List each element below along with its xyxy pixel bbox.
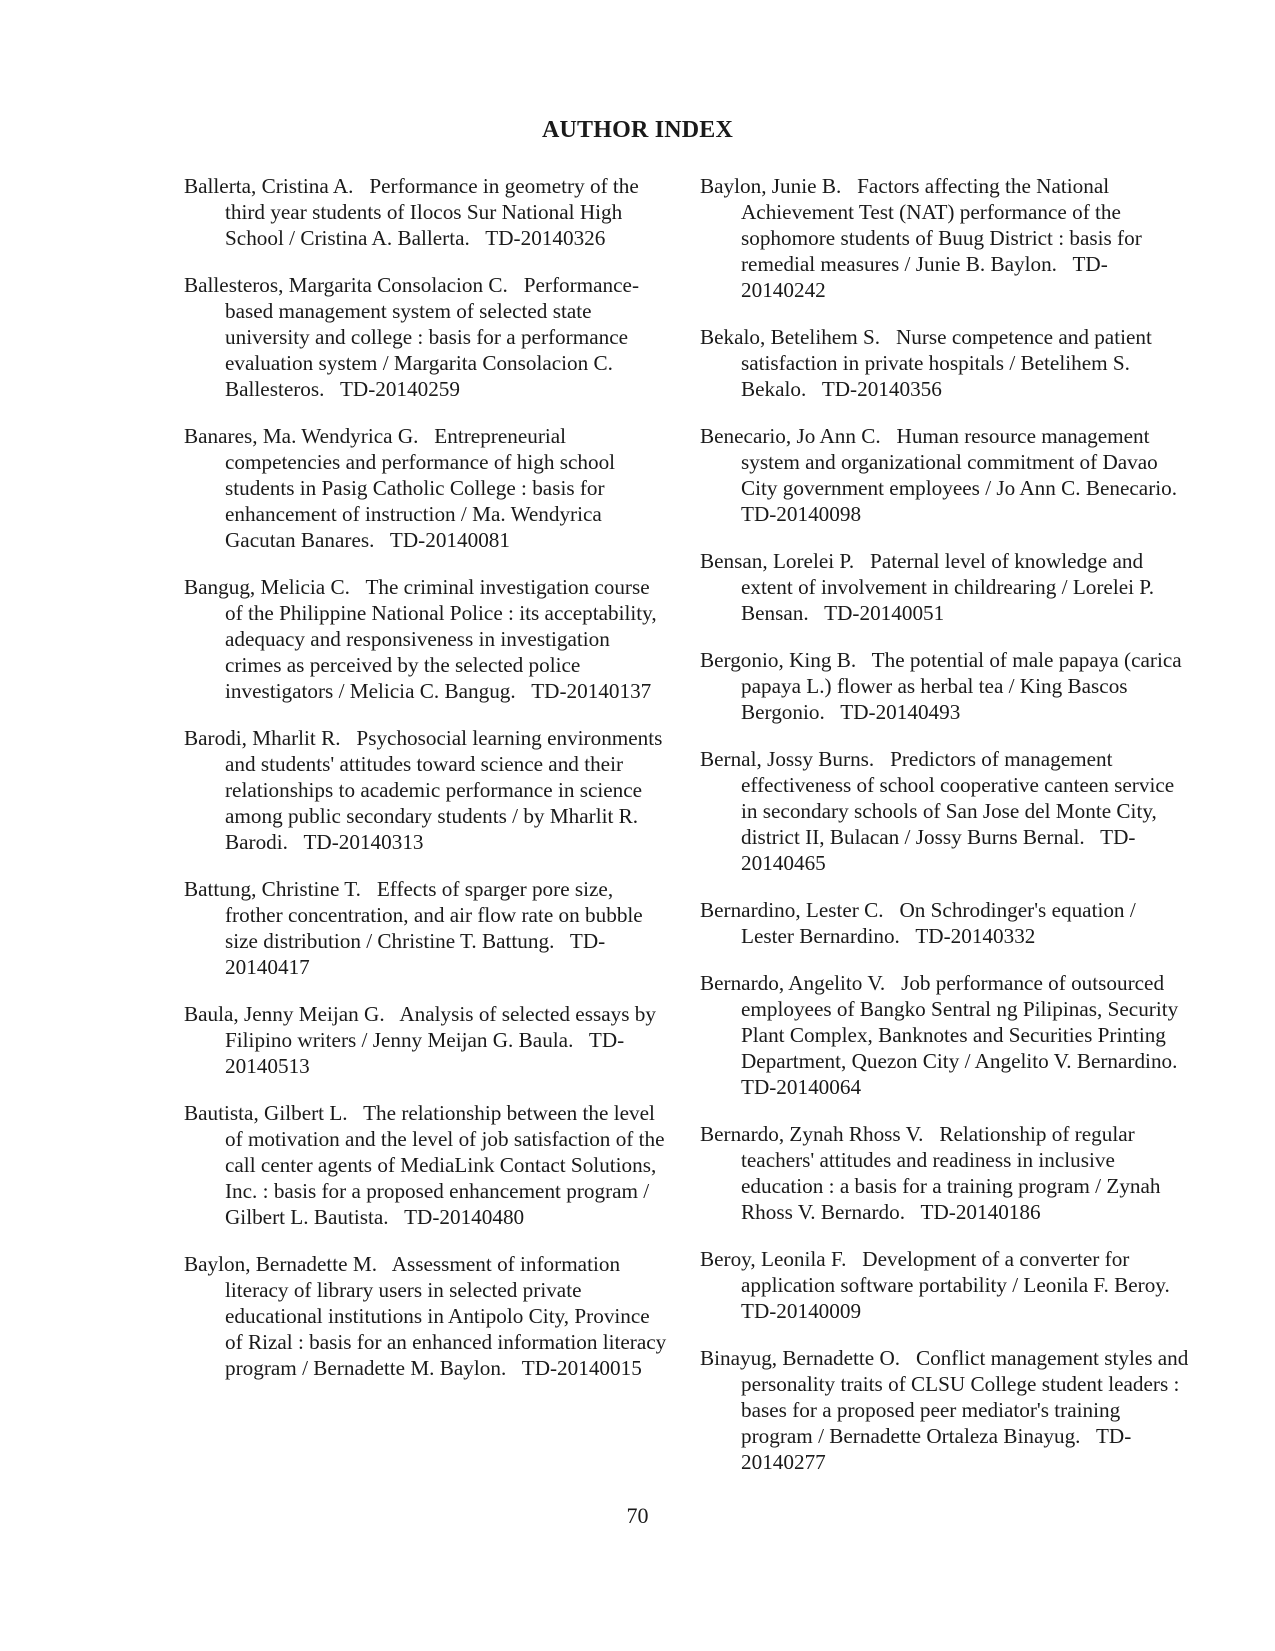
index-entry: Bergonio, King B. The potential of male papaya (carica papaya L.) flower as herbal tea / King Bascos Bergonio. TD-20140493 (700, 648, 1187, 724)
index-entry: Benecario, Jo Ann C. Human resource management system and organizational commitment of Davao City government employees / Jo Ann C. Benecario. TD-20140098 (700, 424, 1193, 526)
index-entry: Bekalo, Betelihem S. Nurse competence and patient satisfaction in private hospitals / Betelihem S. Bekalo. TD-20140356 (700, 325, 1158, 401)
index-entry: Bautista, Gilbert L. The relationship between the level of motivation and the level of job satisfaction of the call center agents of MediaLink Contact Solutions, Inc. : basis for a proposed enhancement program / Gilbert L. Bautista. TD-20140480 (184, 1101, 670, 1229)
page-title: AUTHOR INDEX (541, 117, 734, 143)
index-entry: Battung, Christine T. Effects of sparger pore size, frother concentration, and air flow rate on bubble size distribution / Christine T. Battung. TD-20140417 (184, 877, 648, 979)
index-entry: Bensan, Lorelei P. Paternal level of knowledge and extent of involvement in childrearing / Lorelei P. Bensan. TD-20140051 (700, 549, 1160, 625)
index-entry: Baylon, Junie B. Factors affecting the National Achievement Test (NAT) performance of the sophomore students of Buug District : basis for remedial measures / Junie B. Baylon. TD-20140242 (700, 174, 1148, 302)
index-entry: Banares, Ma. Wendyrica G. Entrepreneurial competencies and performance of high school students in Pasig Catholic College : basis for enhancement of instruction / Ma. Wendyrica Gacutan Banares. TD-20140081 (184, 424, 621, 552)
index-entry: Barodi, Mharlit R. Psychosocial learning environments and students' attitudes toward science and their relationships to academic performance in science among public secondary students / by Mharlit R. Barodi. TD-20140313 (184, 726, 668, 854)
left-column (184, 173, 670, 1402)
index-entry: Bernardo, Angelito V. Job performance of outsourced employees of Bangko Sentral ng Pilipinas, Security Plant Complex, Banknotes and Securities Printing Department, Quezon City / Angelito V. Bernardino. TD-20140064 (700, 971, 1193, 1099)
index-entry: Bernardo, Zynah Rhoss V. Relationship of regular teachers' attitudes and readiness in inclusive education : a basis for a training program / Zynah Rhoss V. Bernardo. TD-20140186 (700, 1122, 1166, 1224)
index-entry: Bernardino, Lester C. On Schrodinger's equation / Lester Bernardino. TD-20140332 (700, 898, 1142, 948)
index-entry: Ballerta, Cristina A. Performance in geometry of the third year students of Ilocos Sur National High School / Cristina A. Ballerta. TD-20140326 (184, 174, 645, 250)
page-number: 70 (626, 1503, 649, 1528)
index-entry: Binayug, Bernadette O. Conflict management styles and personality traits of CLSU College student leaders : bases for a proposed peer mediator's training program / Bernadette Ortaleza Binayug. TD-20140277 (700, 1346, 1194, 1474)
index-entry: Bernal, Jossy Burns. Predictors of management effectiveness of school cooperative canteen service in secondary schools of San Jose del Monte City, district II, Bulacan / Jossy Burns Bernal. TD-20140465 (700, 747, 1180, 875)
right-column (700, 173, 1194, 1496)
index-entry: Ballesteros, Margarita Consolacion C. Performance- based management system of selected state university and college : basis for a performance evaluation system / Margarita Consolacion C. Ballesteros. TD-20140259 (184, 273, 645, 401)
index-entry: Bangug, Melicia C. The criminal investigation course of the Philippine National Police : its acceptability, adequacy and responsiveness in investigation crimes as perceived by the selected police investigators / Melicia C. Bangug. TD-20140137 (184, 575, 662, 703)
index-entry: Baylon, Bernadette M. Assessment of information literacy of library users in selected private educational institutions in Antipolo City, Province of Rizal : basis for an enhanced information literacy program / Bernadette M. Baylon. TD-20140015 (184, 1252, 672, 1380)
index-entry: Beroy, Leonila F. Development of a converter for application software portability / Leonila F. Beroy. TD-20140009 (700, 1247, 1186, 1323)
index-entry: Baula, Jenny Meijan G. Analysis of selected essays by Filipino writers / Jenny Meijan G. Baula. TD-20140513 (184, 1002, 662, 1078)
